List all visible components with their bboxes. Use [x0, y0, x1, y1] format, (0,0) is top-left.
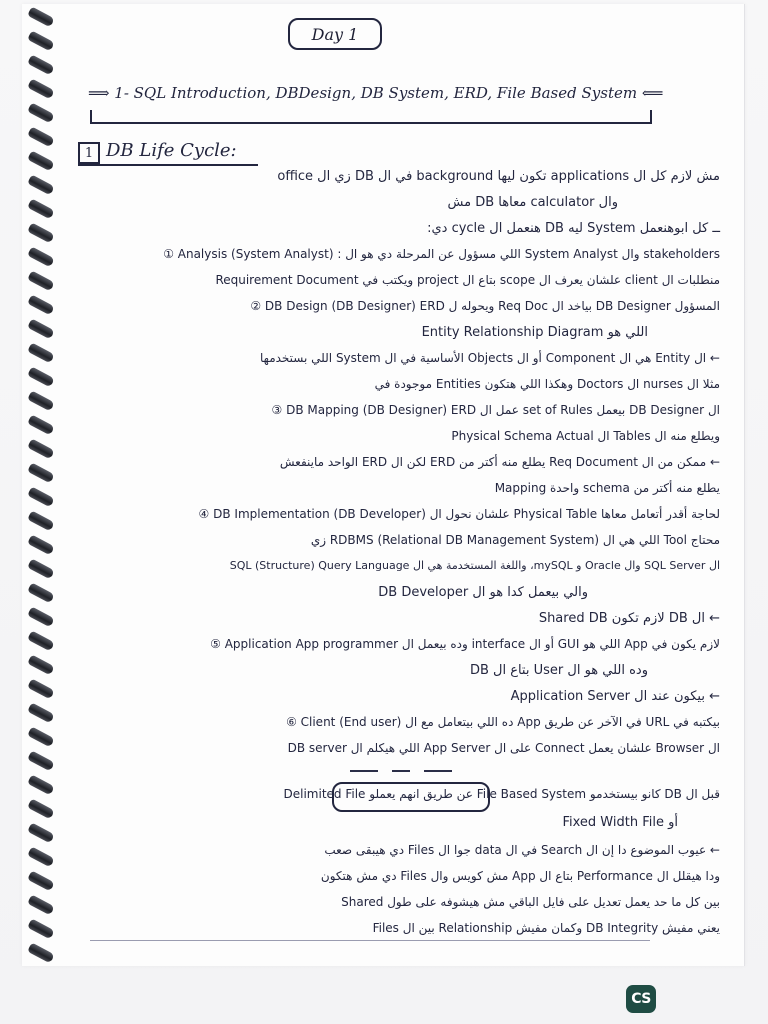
spiral-coil: [27, 342, 55, 363]
spiral-coil: [27, 54, 55, 75]
topic-bracket-right: [650, 110, 652, 124]
spiral-coil: [27, 894, 55, 915]
separator-dash: [424, 770, 452, 772]
spiral-coil: [27, 462, 55, 483]
spiral-coil: [27, 558, 55, 579]
note-line: ← ال Entity هي ال Component أو ال Objects الأساسية في ال System اللي بستخدمها: [260, 351, 720, 365]
note-line: ال SQL Server وال Oracle و mySQL، واللغة المستخدمة هي ال SQL (Structure) Query Language: [229, 559, 720, 572]
spiral-coil: [27, 510, 55, 531]
spiral-coil: [27, 438, 55, 459]
topic-bracket: [90, 122, 650, 125]
spiral-coil: [27, 6, 55, 27]
note-line: وال calculator معاها DB مش: [447, 195, 618, 210]
note-line: يعني مفيش DB Integrity وكمان مفيش Relationship بين ال Files: [372, 921, 720, 935]
spiral-coil: [27, 366, 55, 387]
spiral-coil: [27, 870, 55, 891]
note-line: ③ DB Mapping (DB Designer) ERD عمل ال set of Rules بيعمل DB Designer ال: [271, 403, 720, 417]
spiral-coil: [27, 846, 55, 867]
spiral-coil: [27, 318, 55, 339]
spiral-coil: [27, 294, 55, 315]
spiral-coil: [27, 798, 55, 819]
spiral-coil: [27, 822, 55, 843]
section-number-box: [78, 142, 100, 164]
note-line: ① Analysis (System Analyst) : اللي مسؤول عن المرحلة دي هو ال System Analyst وال stakeholders: [163, 247, 720, 261]
section-title: DB Life Cycle:: [106, 140, 237, 161]
spiral-coil: [27, 198, 55, 219]
note-line: ← عيوب الموضوع دا إن ال Search في ال data جوا ال Files دي هيبقى صعب: [324, 843, 720, 857]
note-line: ② DB Design (DB Designer) ERD ويحوله ل Req Doc بياخد ال DB Designer المسؤول: [250, 299, 720, 313]
page-bottom-rule: [90, 940, 650, 941]
spiral-coil: [27, 414, 55, 435]
note-line: مثلا ال nurses ال Doctors وهكذا اللي هتكون Entities موجودة في: [374, 377, 720, 391]
note-line: ــ كل ابوهنعمل System ليه DB هنعمل ال cycle دي:: [427, 221, 720, 236]
day-title: Day 1: [311, 24, 359, 44]
note-line: ال Browser علشان يعمل Connect على ال App Server اللي هيكلم ال DB server: [287, 741, 720, 755]
note-line: ودا هيقلل ال Performance بتاع ال App مش كويس وال Files دي مش هتكون: [320, 869, 720, 883]
note-line: Shared بين كل ما حد يعمل تعديل على فايل الباقي مش هيشوفه على طول: [341, 895, 720, 909]
spiral-coil: [27, 750, 55, 771]
spiral-coil: [27, 390, 55, 411]
spiral-coil: [27, 270, 55, 291]
spiral-coil: [27, 630, 55, 651]
spiral-coil: [27, 486, 55, 507]
section-title-underline: [78, 164, 258, 166]
note-line: مش لازم كل ال applications تكون ليها background في ال DB زي ال office: [277, 169, 720, 184]
spiral-coil: [27, 150, 55, 171]
spiral-coil: [27, 774, 55, 795]
day-title-box: [288, 18, 382, 50]
spiral-coil: [27, 174, 55, 195]
spiral-coil: [27, 534, 55, 555]
note-line: والي بيعمل كدا هو ال DB Developer: [378, 585, 588, 600]
spiral-coil: [27, 702, 55, 723]
separator-dash: [392, 770, 410, 772]
spiral-coil: [27, 582, 55, 603]
spiral-coil: [27, 654, 55, 675]
spiral-coil: [27, 246, 55, 267]
camscanner-logo: CS: [626, 985, 656, 1013]
note-line: قبل ال DB كانو بيستخدمو File Based System عن طريق انهم يعملو Delimited File: [283, 787, 720, 801]
spiral-coil: [27, 222, 55, 243]
spiral-coil: [27, 942, 55, 963]
note-line: ويطلع منه ال Tables ال Physical Schema Actual: [451, 429, 720, 443]
spiral-coil: [27, 78, 55, 99]
note-line: ⑤ Application App programmer وده بيعمل ال interface أو ال GUI اللي هو App لازم يكون في: [210, 637, 720, 651]
note-line: أو Fixed Width File: [562, 815, 678, 830]
spiral-coil: [27, 30, 55, 51]
spiral-coil: [27, 126, 55, 147]
note-line: ← ال DB لازم تكون Shared DB: [538, 611, 720, 626]
separator-dash: [350, 770, 378, 772]
note-line: يطلع منه أكتر من schema واحدة Mapping: [494, 481, 720, 495]
spiral-binding: [28, 4, 60, 964]
note-line: محتاج Tool اللي هي ال RDBMS (Relational DB Management System) زي: [310, 533, 720, 547]
spiral-coil: [27, 606, 55, 627]
note-line: منطلبات ال client علشان يعرف ال scope بتاع ال project ويكتب في Requirement Document: [215, 273, 720, 287]
spiral-coil: [27, 102, 55, 123]
spiral-coil: [27, 918, 55, 939]
note-line: اللي هو Entity Relationship Diagram: [421, 325, 648, 340]
note-line: ← بيكون عند ال Application Server: [510, 689, 720, 704]
topic-heading: ⟹ 1- SQL Introduction, DBDesign, DB System, ERD, File Based System ⟸: [88, 84, 664, 102]
note-line: وده اللي هو ال User بتاع ال DB: [469, 663, 648, 678]
spiral-coil: [27, 678, 55, 699]
spiral-coil: [27, 726, 55, 747]
note-line: ⑥ Client (End user) ده اللي بيتعامل مع ال App في الآخر عن طريق URL بيكتبه في: [286, 715, 720, 729]
note-line: ← ممكن من ال Req Document يطلع منه أكتر من ERD لكن ال ERD الواحد ماينفعش: [279, 455, 720, 469]
note-line: ④ DB Implementation (DB Developer) علشان نحول ال Physical Table لحاجة أقدر أتعامل معاها: [198, 507, 720, 521]
section-number: 1: [84, 145, 94, 161]
